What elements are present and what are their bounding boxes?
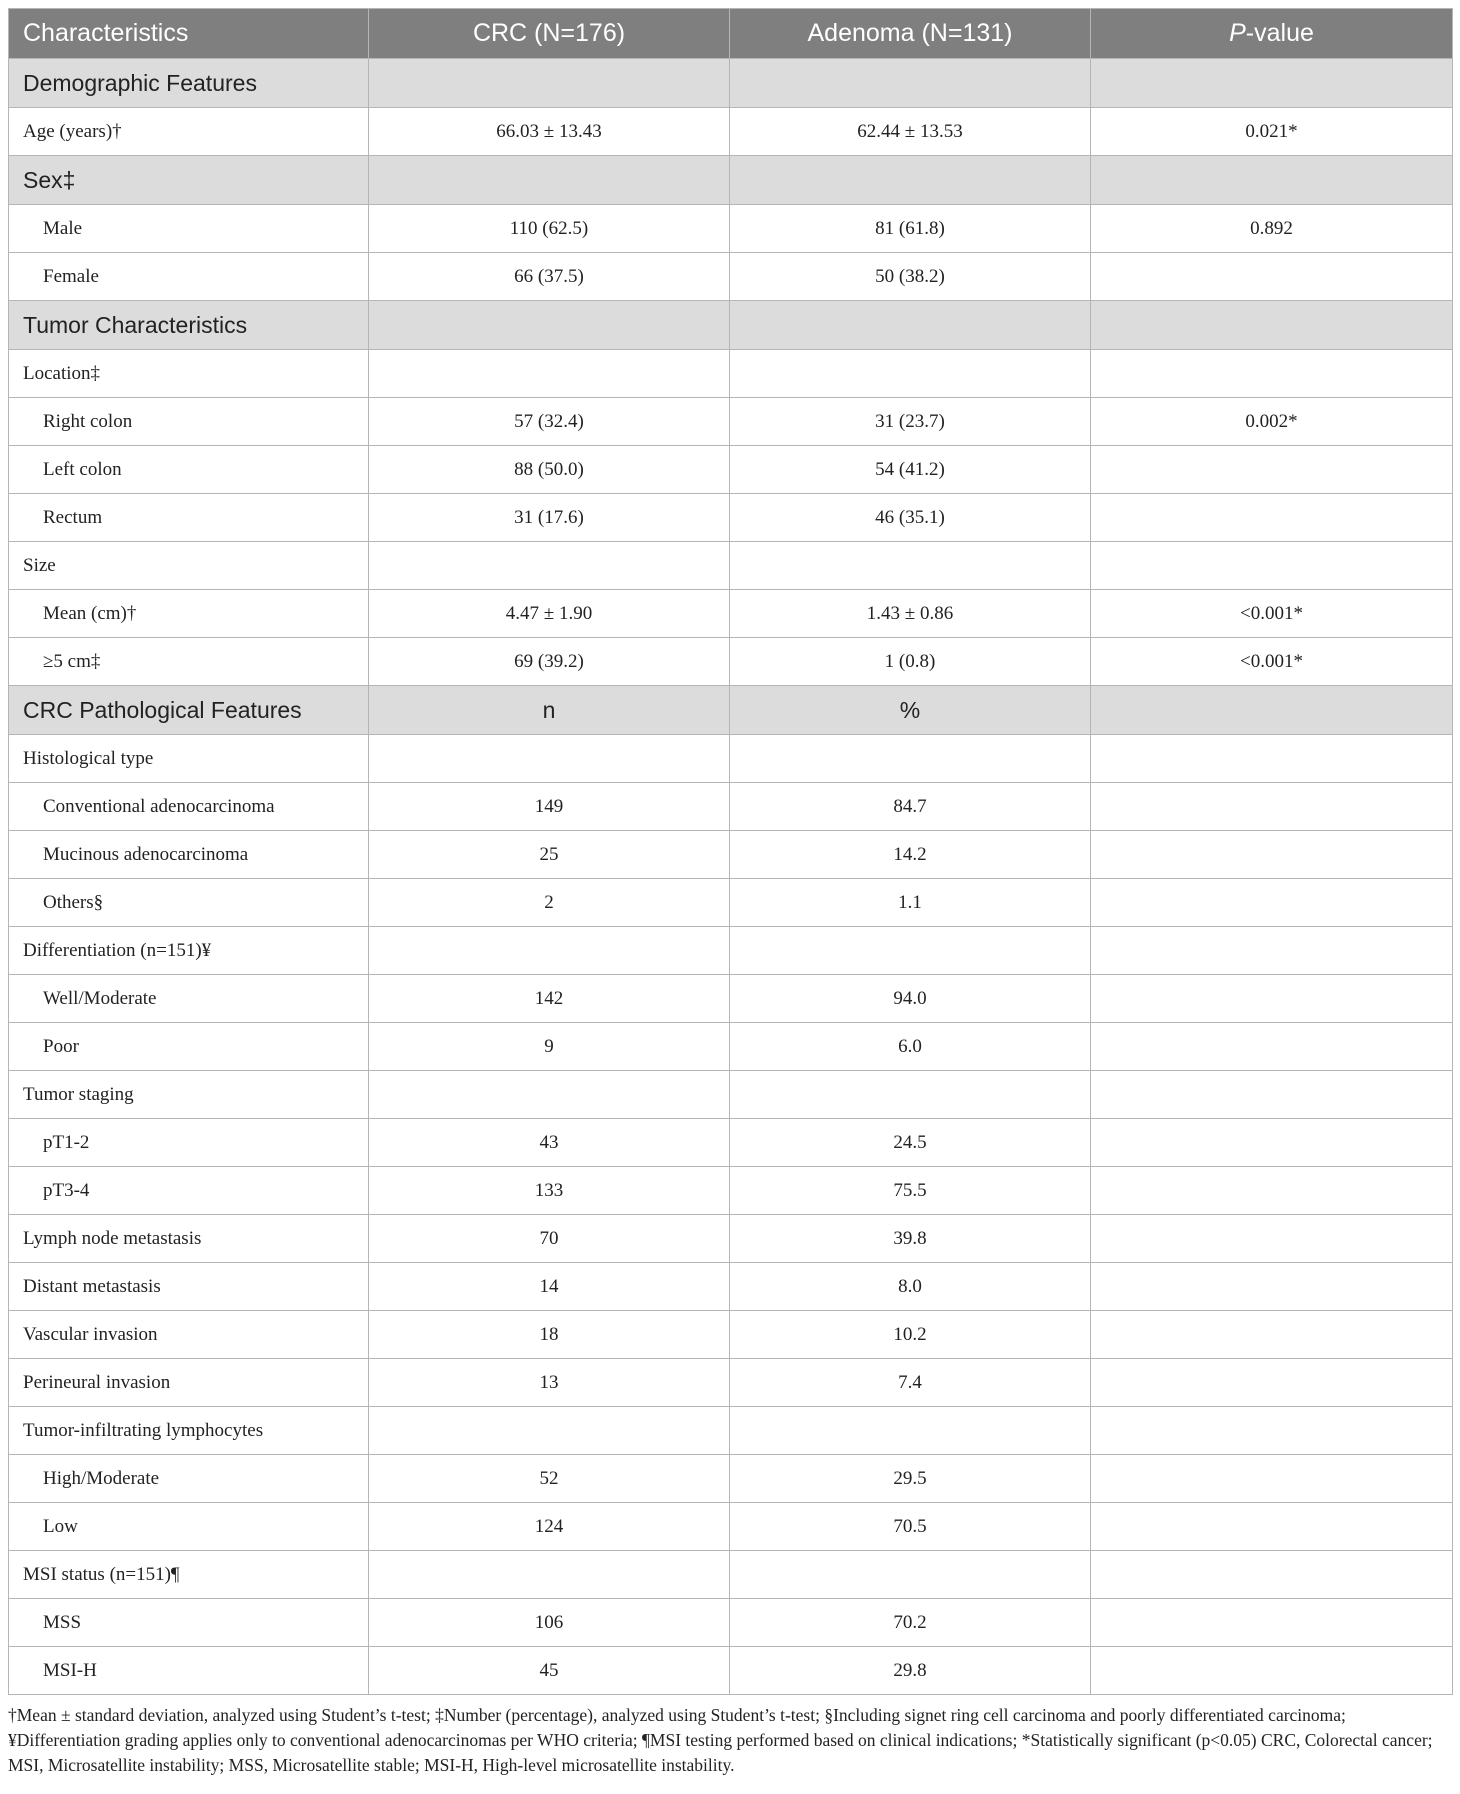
cell-adenoma <box>730 735 1091 783</box>
cell-p-value <box>1091 1167 1453 1215</box>
cell-crc: 66 (37.5) <box>369 253 730 301</box>
characteristics-table <box>8 8 1453 1695</box>
cell-p-value: <0.001* <box>1091 638 1453 686</box>
cell-adenoma: 10.2 <box>730 1311 1091 1359</box>
table-header-row <box>9 9 1453 59</box>
cell-p-value <box>1091 156 1453 205</box>
table-row <box>9 975 1453 1023</box>
cell-crc <box>369 301 730 350</box>
cell-p-value <box>1091 686 1453 735</box>
cell-adenoma <box>730 1407 1091 1455</box>
cell-p-value <box>1091 59 1453 108</box>
cell-adenoma: 8.0 <box>730 1263 1091 1311</box>
cell-adenoma: 50 (38.2) <box>730 253 1091 301</box>
cell-adenoma: 39.8 <box>730 1215 1091 1263</box>
row-label: Tumor staging <box>9 1071 369 1119</box>
cell-crc: 9 <box>369 1023 730 1071</box>
cell-crc <box>369 542 730 590</box>
row-label: Lymph node metastasis <box>9 1215 369 1263</box>
table-row <box>9 1599 1453 1647</box>
table-row <box>9 108 1453 156</box>
table-row <box>9 735 1453 783</box>
cell-crc: 18 <box>369 1311 730 1359</box>
row-label: Mean (cm)† <box>9 590 369 638</box>
cell-crc <box>369 735 730 783</box>
cell-crc: 88 (50.0) <box>369 446 730 494</box>
cell-adenoma <box>730 59 1091 108</box>
cell-adenoma: % <box>730 686 1091 735</box>
cell-crc <box>369 59 730 108</box>
cell-adenoma <box>730 301 1091 350</box>
row-label: Histological type <box>9 735 369 783</box>
cell-crc: 25 <box>369 831 730 879</box>
cell-adenoma <box>730 350 1091 398</box>
cell-p-value <box>1091 301 1453 350</box>
table-row <box>9 1119 1453 1167</box>
cell-p-value <box>1091 350 1453 398</box>
cell-crc: 149 <box>369 783 730 831</box>
row-label: High/Moderate <box>9 1455 369 1503</box>
cell-crc: 13 <box>369 1359 730 1407</box>
table-row <box>9 1407 1453 1455</box>
row-label: Location‡ <box>9 350 369 398</box>
cell-crc: n <box>369 686 730 735</box>
row-label: Poor <box>9 1023 369 1071</box>
table-row <box>9 253 1453 301</box>
row-label: Perineural invasion <box>9 1359 369 1407</box>
cell-p-value <box>1091 1503 1453 1551</box>
table-footnote: †Mean ± standard deviation, analyzed using Student’s t-test; ‡Number (percentage), analyzed using Student’s t-test; §Including signet ring cell carcinoma and poorly differentiated carcinoma; ¥Differentiation grading applies only to conventional adenocarcinomas per WHO criteria; ¶MSI testing performed based on clinical indications; *Statistically significant (p<0.05) CRC, Colorectal cancer; MSI, Microsatellite instability; MSS, Microsatellite stable; MSI-H, High-level microsatellite instability. <box>8 1705 1433 1775</box>
cell-p-value <box>1091 879 1453 927</box>
row-label: MSI status (n=151)¶ <box>9 1551 369 1599</box>
cell-p-value <box>1091 1455 1453 1503</box>
row-label: ≥5 cm‡ <box>9 638 369 686</box>
table-row <box>9 446 1453 494</box>
cell-crc <box>369 1551 730 1599</box>
row-label: Tumor-infiltrating lymphocytes <box>9 1407 369 1455</box>
row-label: Differentiation (n=151)¥ <box>9 927 369 975</box>
cell-p-value <box>1091 253 1453 301</box>
header-adenoma: Adenoma (N=131) <box>730 9 1091 59</box>
cell-p-value <box>1091 1071 1453 1119</box>
cell-crc: 69 (39.2) <box>369 638 730 686</box>
cell-p-value <box>1091 975 1453 1023</box>
cell-p-value <box>1091 542 1453 590</box>
cell-adenoma: 94.0 <box>730 975 1091 1023</box>
row-label: Mucinous adenocarcinoma <box>9 831 369 879</box>
cell-crc: 110 (62.5) <box>369 205 730 253</box>
header-p-italic: P <box>1229 19 1246 47</box>
row-label: Low <box>9 1503 369 1551</box>
cell-adenoma: 29.8 <box>730 1647 1091 1695</box>
cell-adenoma: 1 (0.8) <box>730 638 1091 686</box>
cell-adenoma: 70.2 <box>730 1599 1091 1647</box>
row-label: Vascular invasion <box>9 1311 369 1359</box>
row-label: Right colon <box>9 398 369 446</box>
cell-adenoma: 1.1 <box>730 879 1091 927</box>
table-row <box>9 1263 1453 1311</box>
cell-p-value <box>1091 1407 1453 1455</box>
table-row <box>9 542 1453 590</box>
cell-p-value <box>1091 927 1453 975</box>
table-row <box>9 831 1453 879</box>
section-row <box>9 301 1453 350</box>
cell-p-value <box>1091 1311 1453 1359</box>
cell-adenoma: 7.4 <box>730 1359 1091 1407</box>
table-row <box>9 1455 1453 1503</box>
cell-adenoma: 24.5 <box>730 1119 1091 1167</box>
section-row <box>9 156 1453 205</box>
table-row <box>9 927 1453 975</box>
cell-p-value: 0.892 <box>1091 205 1453 253</box>
cell-adenoma: 70.5 <box>730 1503 1091 1551</box>
table-row <box>9 783 1453 831</box>
cell-adenoma <box>730 1071 1091 1119</box>
cell-crc <box>369 1407 730 1455</box>
cell-crc: 31 (17.6) <box>369 494 730 542</box>
cell-crc: 14 <box>369 1263 730 1311</box>
cell-p-value: <0.001* <box>1091 590 1453 638</box>
cell-p-value <box>1091 1551 1453 1599</box>
cell-p-value: 0.021* <box>1091 108 1453 156</box>
cell-crc <box>369 927 730 975</box>
table-row <box>9 1503 1453 1551</box>
cell-crc: 124 <box>369 1503 730 1551</box>
header-p-rest: -value <box>1245 19 1314 47</box>
cell-adenoma: 54 (41.2) <box>730 446 1091 494</box>
table-row <box>9 205 1453 253</box>
cell-p-value <box>1091 1647 1453 1695</box>
cell-adenoma: 62.44 ± 13.53 <box>730 108 1091 156</box>
cell-p-value <box>1091 1263 1453 1311</box>
cell-crc: 45 <box>369 1647 730 1695</box>
table-row <box>9 1551 1453 1599</box>
row-label: Tumor Characteristics <box>9 301 369 350</box>
table-row <box>9 398 1453 446</box>
cell-crc: 43 <box>369 1119 730 1167</box>
row-label: MSS <box>9 1599 369 1647</box>
row-label: Age (years)† <box>9 108 369 156</box>
section-row <box>9 686 1453 735</box>
table-row <box>9 590 1453 638</box>
table-row <box>9 638 1453 686</box>
header-crc: CRC (N=176) <box>369 9 730 59</box>
cell-p-value: 0.002* <box>1091 398 1453 446</box>
cell-p-value <box>1091 1599 1453 1647</box>
cell-p-value <box>1091 1119 1453 1167</box>
cell-crc: 57 (32.4) <box>369 398 730 446</box>
cell-crc: 66.03 ± 13.43 <box>369 108 730 156</box>
cell-adenoma <box>730 156 1091 205</box>
cell-crc: 133 <box>369 1167 730 1215</box>
table-row <box>9 1215 1453 1263</box>
cell-p-value <box>1091 1359 1453 1407</box>
cell-p-value <box>1091 494 1453 542</box>
cell-adenoma: 14.2 <box>730 831 1091 879</box>
cell-adenoma: 84.7 <box>730 783 1091 831</box>
row-label: Conventional adenocarcinoma <box>9 783 369 831</box>
table-row <box>9 879 1453 927</box>
row-label: Demographic Features <box>9 59 369 108</box>
cell-crc: 2 <box>369 879 730 927</box>
cell-adenoma: 6.0 <box>730 1023 1091 1071</box>
table-row <box>9 1311 1453 1359</box>
cell-adenoma: 81 (61.8) <box>730 205 1091 253</box>
cell-adenoma: 31 (23.7) <box>730 398 1091 446</box>
table-row <box>9 350 1453 398</box>
row-label: Well/Moderate <box>9 975 369 1023</box>
row-label: Sex‡ <box>9 156 369 205</box>
table-row <box>9 1647 1453 1695</box>
cell-p-value <box>1091 446 1453 494</box>
cell-adenoma: 46 (35.1) <box>730 494 1091 542</box>
row-label: pT1-2 <box>9 1119 369 1167</box>
table-row <box>9 1359 1453 1407</box>
cell-adenoma <box>730 542 1091 590</box>
cell-adenoma: 1.43 ± 0.86 <box>730 590 1091 638</box>
cell-adenoma <box>730 1551 1091 1599</box>
row-label: Size <box>9 542 369 590</box>
cell-crc: 106 <box>369 1599 730 1647</box>
cell-crc: 52 <box>369 1455 730 1503</box>
row-label: pT3-4 <box>9 1167 369 1215</box>
cell-crc <box>369 1071 730 1119</box>
cell-adenoma <box>730 927 1091 975</box>
cell-p-value <box>1091 1023 1453 1071</box>
row-label: MSI-H <box>9 1647 369 1695</box>
cell-p-value <box>1091 831 1453 879</box>
row-label: Others§ <box>9 879 369 927</box>
cell-p-value <box>1091 783 1453 831</box>
cell-adenoma: 29.5 <box>730 1455 1091 1503</box>
table-row <box>9 1023 1453 1071</box>
cell-p-value <box>1091 1215 1453 1263</box>
table-row <box>9 494 1453 542</box>
cell-crc <box>369 350 730 398</box>
cell-p-value <box>1091 735 1453 783</box>
cell-crc: 70 <box>369 1215 730 1263</box>
header-characteristics: Characteristics <box>9 9 369 59</box>
row-label: Distant metastasis <box>9 1263 369 1311</box>
characteristics-table-container <box>8 8 1452 1778</box>
row-label: Male <box>9 205 369 253</box>
cell-adenoma: 75.5 <box>730 1167 1091 1215</box>
row-label: Female <box>9 253 369 301</box>
cell-crc: 4.47 ± 1.90 <box>369 590 730 638</box>
table-row <box>9 1167 1453 1215</box>
cell-crc: 142 <box>369 975 730 1023</box>
table-row <box>9 1071 1453 1119</box>
table-body <box>9 59 1453 1695</box>
section-row <box>9 59 1453 108</box>
row-label: Left colon <box>9 446 369 494</box>
row-label: Rectum <box>9 494 369 542</box>
row-label: CRC Pathological Features <box>9 686 369 735</box>
header-p-value <box>1091 9 1453 59</box>
cell-crc <box>369 156 730 205</box>
